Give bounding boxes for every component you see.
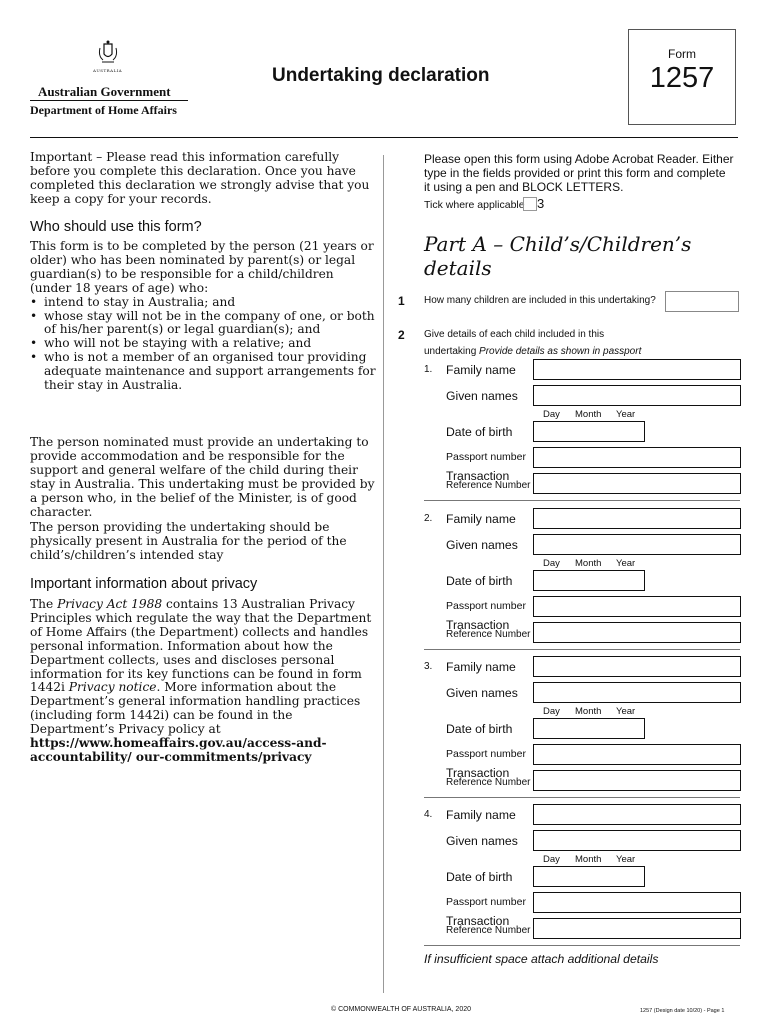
child-index: 4. [424,809,433,820]
reference-label: Reference Number [446,777,531,788]
intro-text: Please open this form using Adobe Acrobat Reader. Either type in the fields provided or print this form and complete it using a pen and BLOCK LETTERS. [424,152,734,194]
child-index: 1. [424,364,433,375]
passport-label: Passport number [446,451,526,463]
form-label: Form [668,47,696,61]
passport-label: Passport number [446,600,526,612]
year-caption: Year [616,558,636,569]
government-name: Australian Government [38,84,171,99]
given-names-input[interactable] [533,830,741,851]
privacy-heading: Important information about privacy [30,576,258,592]
passport-input[interactable] [533,744,741,765]
list-item: • who is not a member of an organised tour providing adequate maintenance and support arrangements for their stay in Australia. [30,351,376,393]
eligibility-list [30,296,376,393]
part-a-title: Part A – Child’s/Children’s details [424,232,692,280]
child-divider [424,649,740,650]
question-2-text-start: undertaking [424,346,477,357]
dob-label: Date of birth [446,425,513,439]
month-caption: Month [575,409,602,420]
privacy-link[interactable]: https://www.homeaffairs.gov.au/access-and-accountability/ our-commitments/privacy [30,736,327,764]
child-divider [424,945,740,946]
privacy-act: Privacy Act 1988 [57,597,163,611]
reference-label: Reference Number [446,925,531,936]
present-text: The person providing the undertaking should be physically present in Australia for the period of the child’s/children’s intended stay [30,520,347,563]
important-text: Important – Please read this information carefully before you complete this declaration. Once you have completed this declaration we strongly advise that you keep a copy for your records. [30,150,370,206]
form-number: 1257 [649,62,715,94]
family-name-label: Family name [446,660,516,674]
header-divider [30,137,738,138]
family-name-label: Family name [446,363,516,377]
tick-label: Tick where applicable [424,199,525,211]
page-title: Undertaking declaration [272,65,490,86]
question-2-hint: Provide details as shown in passport [479,346,642,357]
column-divider [383,155,384,993]
passport-input[interactable] [533,447,741,468]
dob-input[interactable] [533,718,645,739]
question-2-text: Give details of each child included in this [424,329,605,340]
dob-input[interactable] [533,866,645,887]
child-block-2 [424,507,740,652]
day-caption: Day [543,706,560,717]
privacy-section [30,598,376,765]
transaction-label: Transaction [446,914,510,928]
given-names-label: Given names [446,834,518,848]
year-caption: Year [616,706,636,717]
transaction-label: Transaction [446,766,510,780]
tick-example-box [523,197,537,211]
list-item: • who will not be staying with a relative; and [30,337,376,351]
month-caption: Month [575,558,602,569]
passport-label: Passport number [446,896,526,908]
transaction-input[interactable] [533,918,741,939]
page-reference: 1257 (Design date 10/20) - Page 1 [640,1008,725,1014]
dob-input[interactable] [533,421,645,442]
given-names-input[interactable] [533,534,741,555]
question-1-text: How many children are included in this undertaking? [424,295,656,306]
year-caption: Year [616,409,636,420]
transaction-label: Transaction [446,469,510,483]
question-1-number: 1 [398,294,405,308]
given-names-label: Given names [446,686,518,700]
dob-label: Date of birth [446,574,513,588]
transaction-input[interactable] [533,622,741,643]
child-index: 3. [424,661,433,672]
dob-label: Date of birth [446,870,513,884]
dob-input[interactable] [533,570,645,591]
important-notice [30,151,376,207]
child-divider [424,797,740,798]
crest-motto: AUSTRALIA [93,68,123,73]
given-names-input[interactable] [533,385,741,406]
list-item: • intend to stay in Australia; and [30,296,376,310]
family-name-input[interactable] [533,359,741,380]
privacy-text-2: . More information about the Department’s general information handling practices (including form 1442i) can be found in the Department’s Privacy policy at [30,680,361,737]
department-name: Department of Home Affairs [30,103,177,117]
transaction-input[interactable] [533,473,741,494]
child-block-4 [424,803,740,948]
family-name-input[interactable] [533,656,741,677]
privacy-text-1: contains 13 Australian Privacy Principles which regulate the way that the Department of Home Affairs (the Department) collects and handles personal information. Information about how the Department collects, uses and discloses personal information for its key functions can be found in form 1442i [30,597,372,695]
question-2-number: 2 [398,328,405,342]
family-name-input[interactable] [533,804,741,825]
privacy-notice: Privacy notice [68,680,157,695]
list-item: • whose stay will not be in the company of one, or both of his/her parent(s) or legal guardian(s); and [30,310,376,338]
nominated-section [30,436,376,563]
transaction-label: Transaction [446,618,510,632]
nominated-text: The person nominated must provide an undertaking to provide accommodation and be responsible for the support and general welfare of the child during their stay in Australia. This undertaking must be provided by a person who, in the belief of the Minister, is of good character. [30,435,375,519]
family-name-label: Family name [446,808,516,822]
child-block-1 [424,358,740,503]
insufficient-space-note: If insufficient space attach additional details [424,952,659,966]
passport-label: Passport number [446,748,526,760]
transaction-input[interactable] [533,770,741,791]
family-name-input[interactable] [533,508,741,529]
dob-label: Date of birth [446,722,513,736]
day-caption: Day [543,409,560,420]
privacy-text [30,598,376,737]
given-names-input[interactable] [533,682,741,703]
who-section [30,240,376,393]
logo-divider [30,100,188,101]
month-caption: Month [575,854,602,865]
given-names-label: Given names [446,389,518,403]
tick-glyph: 3 [537,196,545,211]
reference-label: Reference Number [446,629,531,640]
year-caption: Year [616,854,636,865]
child-index: 2. [424,513,433,524]
given-names-label: Given names [446,538,518,552]
passport-input[interactable] [533,596,741,617]
who-heading: Who should use this form? [30,219,202,235]
copyright: © COMMONWEALTH OF AUSTRALIA, 2020 [331,1006,471,1013]
privacy-the: The [30,597,54,611]
day-caption: Day [543,558,560,569]
passport-input[interactable] [533,892,741,913]
who-text: This form is to be completed by the person (21 years or older) who has been nominated by parent(s) or legal guardian(s) to be responsible for a child/children (under 18 years of age) who: [30,239,374,295]
child-block-3 [424,655,740,800]
family-name-label: Family name [446,512,516,526]
coat-of-arms-icon [98,40,118,66]
child-divider [424,500,740,501]
day-caption: Day [543,854,560,865]
children-count-input[interactable] [665,291,739,312]
month-caption: Month [575,706,602,717]
reference-label: Reference Number [446,480,531,491]
